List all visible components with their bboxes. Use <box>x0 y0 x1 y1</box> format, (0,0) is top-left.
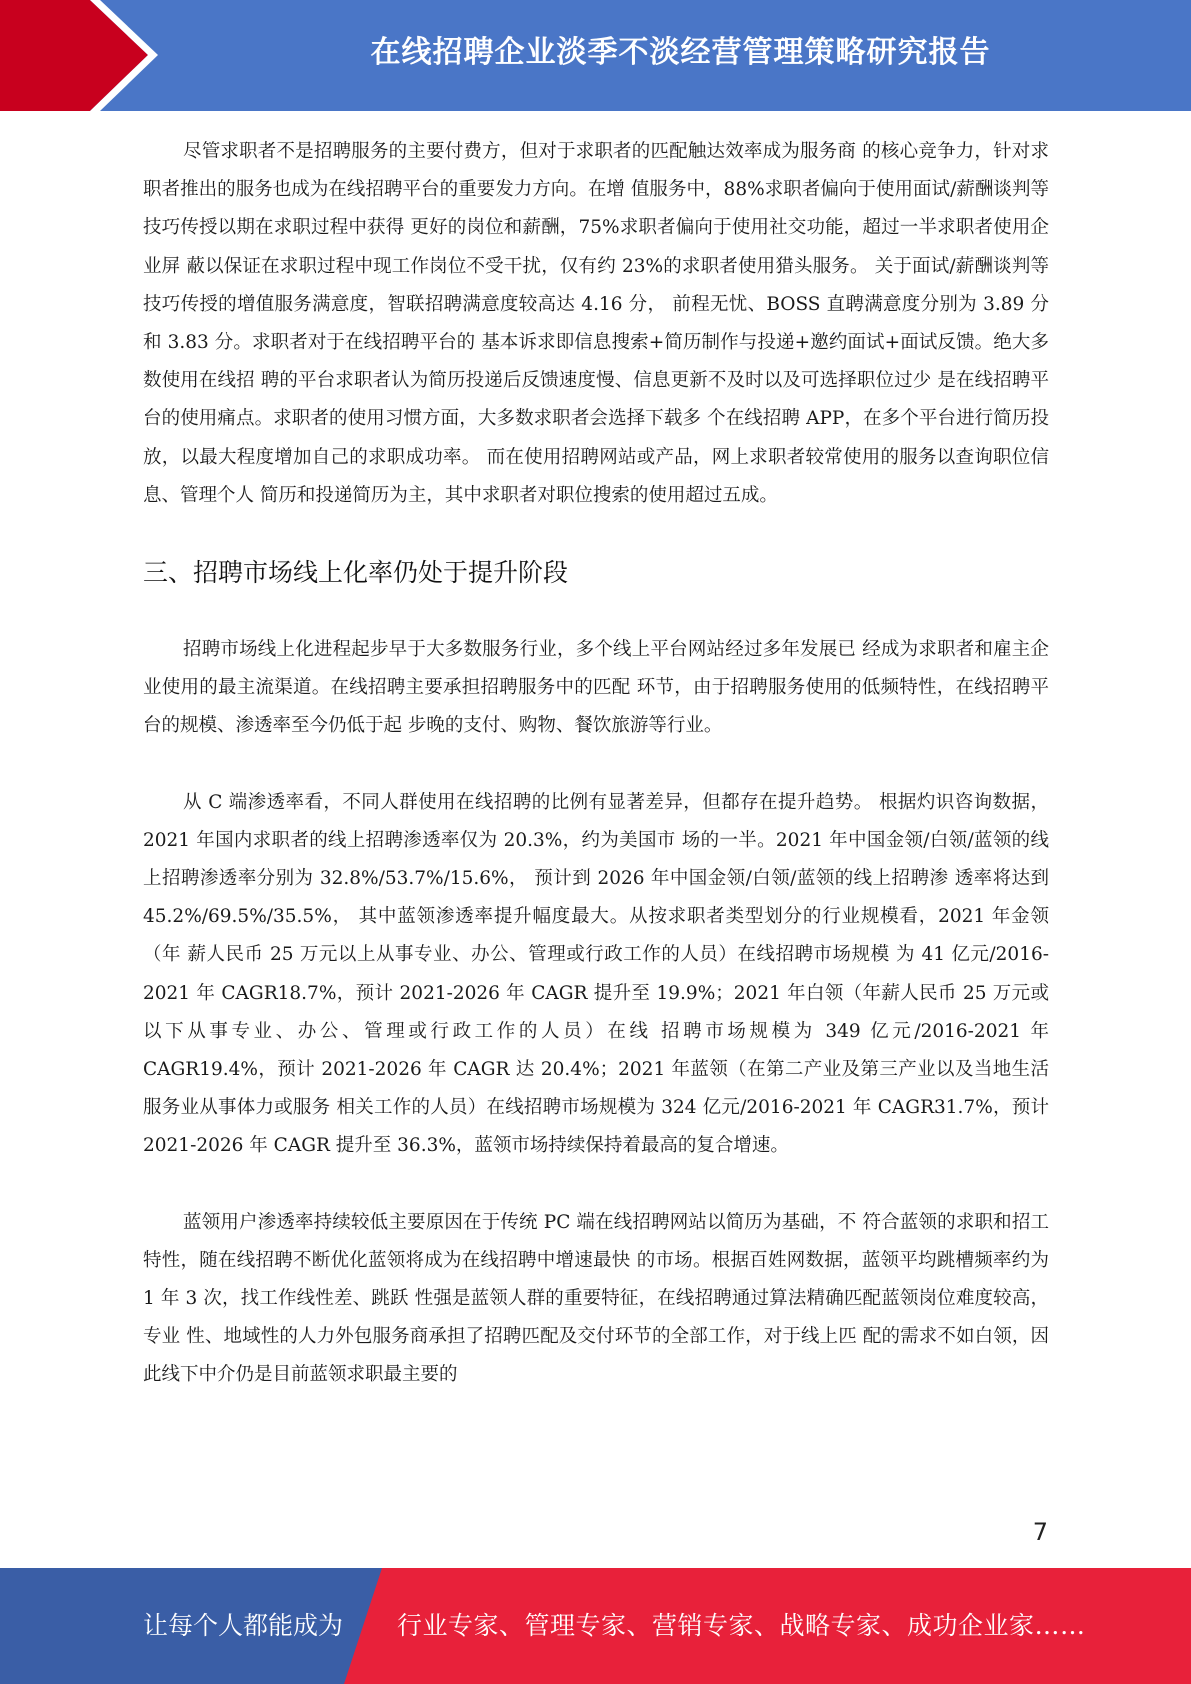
report-title: 在线招聘企业淡季不淡经营管理策略研究报告 <box>370 35 991 70</box>
page-body <box>143 133 1049 1395</box>
page-number: 7 <box>1032 1518 1048 1546</box>
section-heading: 三、招聘市场线上化率仍处于提升阶段 <box>143 558 569 588</box>
body-paragraph-4: 蓝领用户渗透率持续较低主要原因在于传统 PC 端在线招聘网站以简历为基础，不 符合蓝领的求职和招工特性，随在线招聘不断优化蓝领将成为在线招聘中增速最快 的市场。根据百姓网数据，蓝领平均跳槽频率约为 1 年 3 次，找工作线性差、跳跃 性强是蓝领人群的重要特征，在线招聘通过算法精确匹配蓝领岗位难度较高，专业 性、地域性的人力外包服务商承担了招聘匹配及交付环节的全部工作，对于线上匹 配的需求不如白领，因此线下中介仍是目前蓝领求职最主要的 <box>143 1211 1049 1386</box>
footer-slogan-right: 行业专家、管理专家、营销专家、战略专家、成功企业家…… <box>397 1611 1086 1640</box>
footer-slogan-left: 让每个人都能成为 <box>143 1611 344 1640</box>
body-paragraph-2: 招聘市场线上化进程起步早于大多数服务行业，多个线上平台网站经过多年发展已 经成为求职者和雇主企业使用的最主流渠道。在线招聘主要承担招聘服务中的匹配 环节，由于招聘服务使用的低频特性，在线招聘平台的规模、渗透率至今仍低于起 步晚的支付、购物、餐饮旅游等行业。 <box>143 639 1049 737</box>
page-header <box>0 0 1191 111</box>
body-paragraph-1: 尽管求职者不是招聘服务的主要付费方，但对于求职者的匹配触达效率成为服务商 的核心竞争力，针对求职者推出的服务也成为在线招聘平台的重要发力方向。在增 值服务中，88%求职者偏向于使用面试/薪酬谈判等技巧传授以期在求职过程中获得 更好的岗位和薪酬，75%求职者偏向于使用社交功能，超过一半求职者使用企业屏 蔽以保证在求职过程中现工作岗位不受干扰，仅有约 23%的求职者使用猎头服务。 关于面试/薪酬谈判等技巧传授的增值服务满意度，智联招聘满意度较高达 4.16 分， 前程无忧、BOSS 直聘满意度分别为 3.89 分和 3.83 分。求职者对于在线招聘平台的 基本诉求即信息搜索+简历制作与投递+邀约面试+面试反馈。绝大多数使用在线招 聘的平台求职者认为简历投递后反馈速度慢、信息更新不及时以及可选择职位过少 是在线招聘平台的使用痛点。求职者的使用习惯方面，大多数求职者会选择下载多 个在线招聘 APP，在多个平台进行简历投放，以最大程度增加自己的求职成功率。 而在使用招聘网站或产品，网上求职者较常使用的服务以查询职位信息、管理个人 简历和投递简历为主，其中求职者对职位搜索的使用超过五成。 <box>143 141 1049 506</box>
header-arrow-decoration <box>0 0 160 111</box>
body-paragraph-3: 从 C 端渗透率看，不同人群使用在线招聘的比例有显著差异，但都存在提升趋势。 根据灼识咨询数据，2021 年国内求职者的线上招聘渗透率仅为 20.3%，约为美国市 场的一半。2021 年中国金领/白领/蓝领的线上招聘渗透率分别为 32.8%/53.7%/15.6%， 预计到 2026 年中国金领/白领/蓝领的线上招聘渗 透率将达到 45.2%/69.5%/35.5%， 其中蓝领渗透率提升幅度最大。从按求职者类型划分的行业规模看，2021 年金领（年 薪人民币 25 万元以上从事专业、办公、管理或行政工作的人员）在线招聘市场规模 为 41 亿元/2016-2021 年 CAGR18.7%，预计 2021-2026 年 CAGR 提升至 19.9%；2021 年白领（年薪人民币 25 万元或以下从事专业、办公、管理或行政工作的人员）在线 招聘市场规模为 349 亿元/2016-2021 年 CAGR19.4%，预计 2021-2026 年 CAGR 达 20.4%；2021 年蓝领（在第二产业及第三产业以及当地生活服务业从事体力或服务 相关工作的人员）在线招聘市场规模为 324 亿元/2016-2021 年 CAGR31.7%，预计 2021-2026 年 CAGR 提升至 36.3%，蓝领市场持续保持着最高的复合增速。 <box>143 791 1049 1157</box>
page-footer <box>0 1568 1191 1684</box>
